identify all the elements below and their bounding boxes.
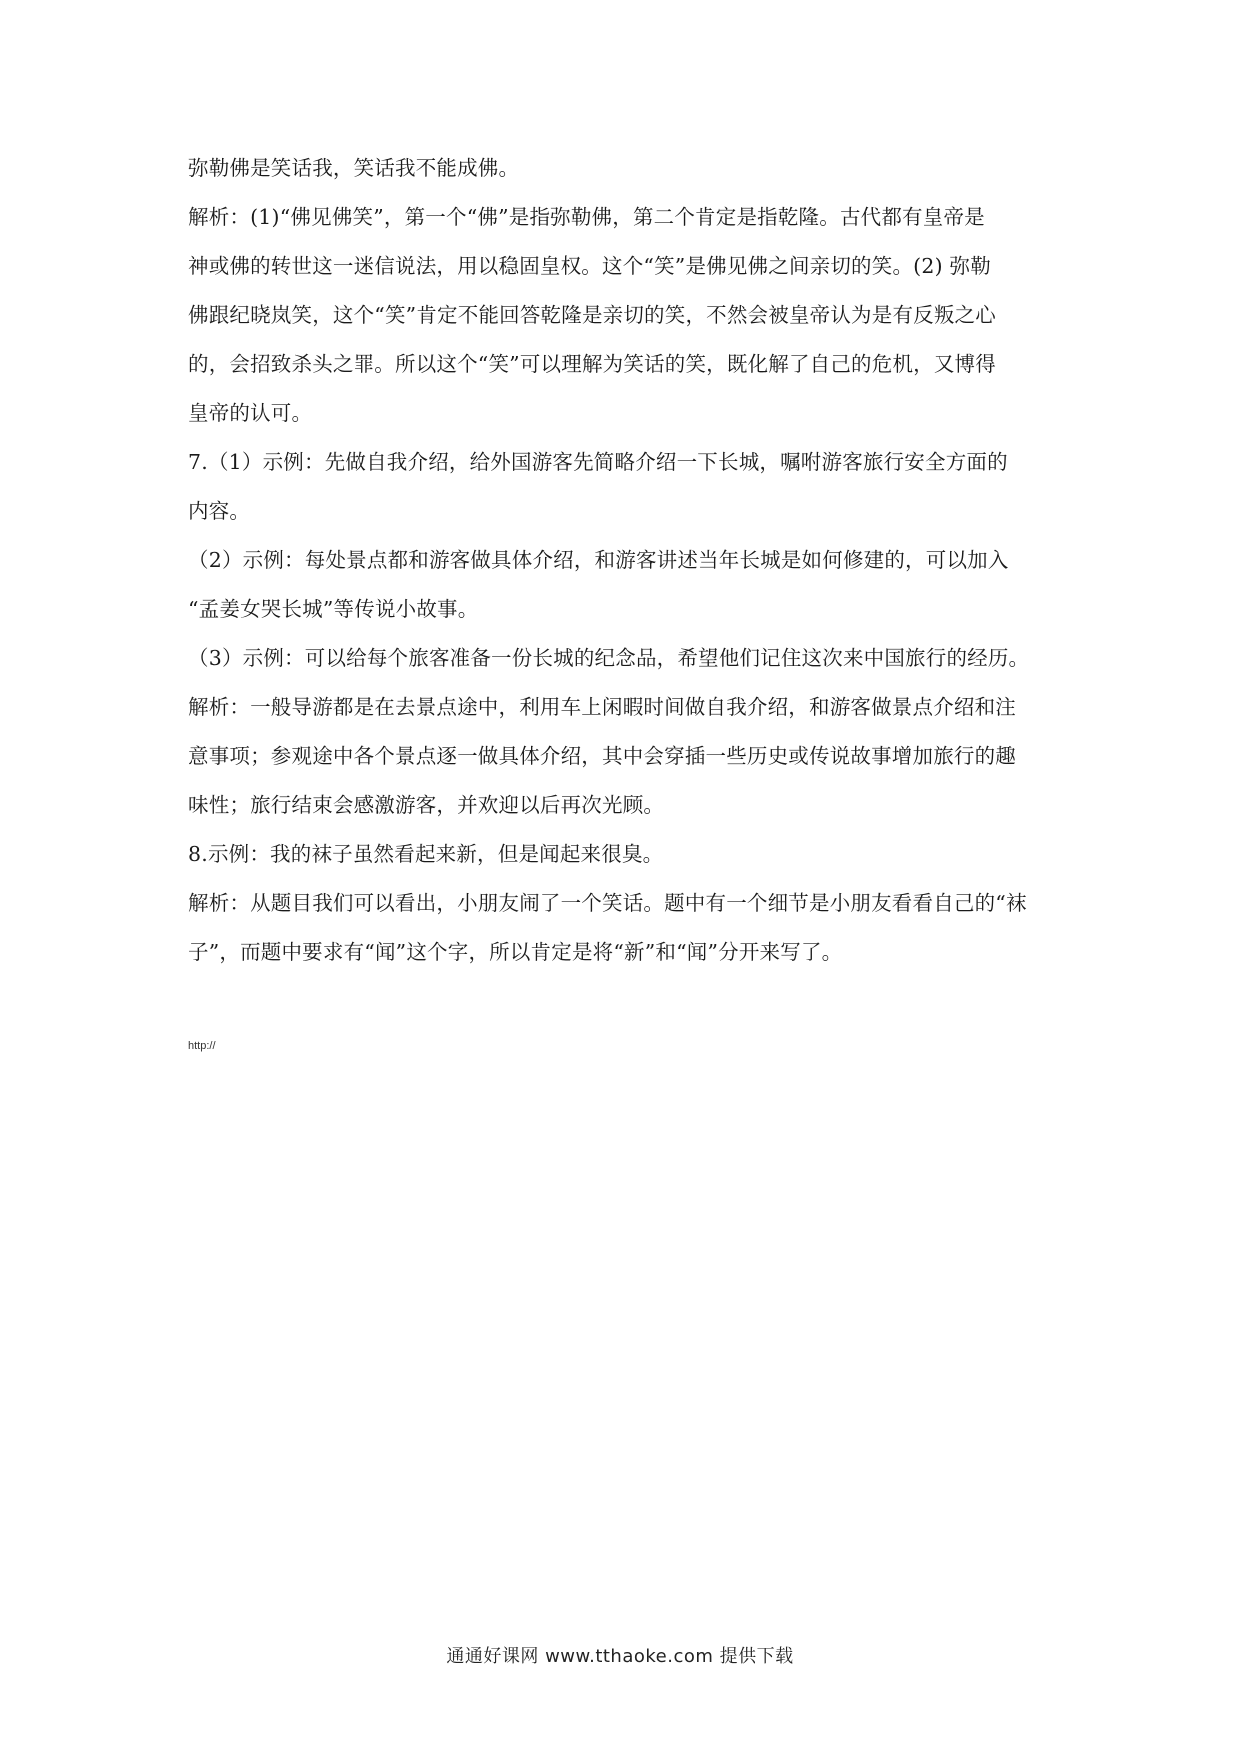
text-line: 意事项；参观途中各个景点逐一做具体介绍，其中会穿插一些历史或传说故事增加旅行的趣: [188, 744, 1016, 768]
text-line: 8.示例：我的袜子虽然看起来新，但是闻起来很臭。: [188, 842, 664, 866]
text-line: 7.（1）示例：先做自我介绍，给外国游客先简略介绍一下长城，嘱咐游客旅行安全方面的: [188, 450, 1008, 474]
text-line: 的，会招致杀头之罪。所以这个“笑”可以理解为笑话的笑，既化解了自己的危机，又博得: [188, 352, 996, 376]
text-line: 解析：一般导游都是在去景点途中，利用车上闲暇时间做自我介绍，和游客做景点介绍和注: [188, 695, 1016, 719]
text-line: 皇帝的认可。: [188, 401, 313, 425]
text-line: 子”，而题中要求有“闻”这个字，所以肯定是将“新”和“闻”分开来写了。: [188, 940, 843, 964]
text-line: 佛跟纪晓岚笑，这个“笑”肯定不能回答乾隆是亲切的笑，不然会被皇帝认为是有反叛之心: [188, 303, 996, 327]
text-line: 弥勒佛是笑话我，笑话我不能成佛。: [188, 156, 520, 180]
answer-text-block: [188, 150, 1058, 983]
text-line: 解析：从题目我们可以看出，小朋友闹了一个笑话。题中有一个细节是小朋友看看自己的“袜: [188, 891, 1027, 915]
text-line: 神或佛的转世这一迷信说法，用以稳固皇权。这个“笑”是佛见佛之间亲切的笑。(2) 弥勒: [188, 254, 991, 278]
text-line: （2）示例：每处景点都和游客做具体介绍，和游客讲述当年长城是如何修建的，可以加入: [188, 548, 1009, 572]
page-footer: 通通好课网 www.tthaoke.com 提供下载: [446, 1646, 794, 1667]
url-text: http://: [188, 1040, 216, 1052]
text-line: 解析：(1)“佛见佛笑”，第一个“佛”是指弥勒佛，第二个肯定是指乾隆。古代都有皇帝是: [188, 205, 985, 229]
text-line: 味性；旅行结束会感激游客，并欢迎以后再次光顾。: [188, 793, 665, 817]
text-line: “孟姜女哭长城”等传说小故事。: [188, 597, 479, 621]
text-line: （3）示例：可以给每个旅客准备一份长城的纪念品，希望他们记住这次来中国旅行的经历。: [188, 646, 1030, 670]
text-line: 内容。: [188, 499, 251, 523]
